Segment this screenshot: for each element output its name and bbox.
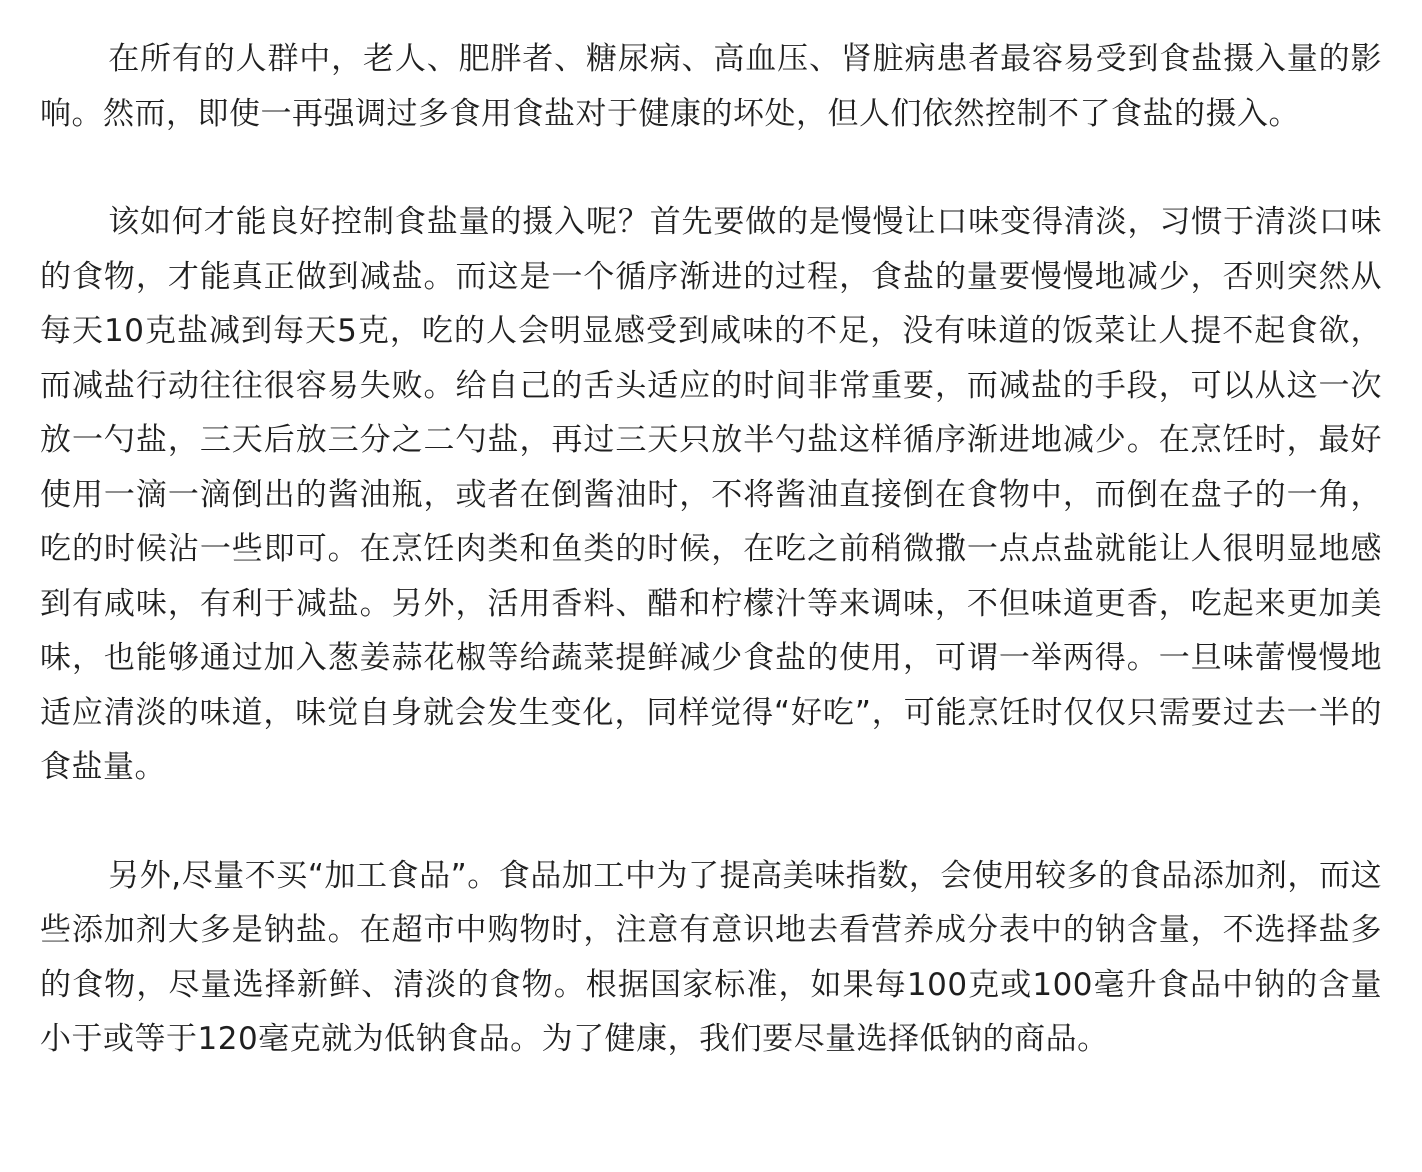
paragraph-reduce-salt-gradually: 该如何才能良好控制食盐量的摄入呢？首先要做的是慢慢让口味变得清淡，习惯于清淡口味的食物，才能真正做到减盐。而这是一个循序渐进的过程，食盐的量要慢慢地减少，否则突然从每天10克盐减到每天5克，吃的人会明显感受到咸味的不足，没有味道的饭菜让人提不起食欲，而减盐行动往往很容易失败。给自己的舌头适应的时间非常重要，而减盐的手段，可以从这一次放一勺盐，三天后放三分之二勺盐，再过三天只放半勺盐这样循序渐进地减少。在烹饪时，最好使用一滴一滴倒出的酱油瓶，或者在倒酱油时，不将酱油直接倒在食物中，而倒在盘子的一角，吃的时候沾一些即可。在烹饪肉类和鱼类的时候，在吃之前稍微撒一点点盐就能让人很明显地感到有咸味，有利于减盐。另外，活用香料、醋和柠檬汁等来调味，不但味道更香，吃起来更加美味，也能够通过加入葱姜蒜花椒等给蔬菜提鲜减少食盐的使用，可谓一举两得。一旦味蕾慢慢地适应清淡的味道，味觉自身就会发生变化，同样觉得“好吃”，可能烹饪时仅仅只需要过去一半的食盐量。 xyxy=(40,204,1382,785)
paragraph-avoid-processed-food: 另外,尽量不买“加工食品”。食品加工中为了提高美味指数，会使用较多的食品添加剂，而这些添加剂大多是钠盐。在超市中购物时，注意有意识地去看营养成分表中的钠含量，不选择盐多的食物，尽量选择新鲜、清淡的食物。根据国家标准，如果每100克或100毫升食品中钠的含量小于或等于120毫克就为低钠食品。为了健康，我们要尽量选择低钠的商品。 xyxy=(40,857,1382,1057)
article-body xyxy=(40,32,1382,1067)
paragraph-high-risk-groups: 在所有的人群中，老人、肥胖者、糖尿病、高血压、肾脏病患者最容易受到食盐摄入量的影响。然而，即使一再强调过多食用食盐对于健康的坏处，但人们依然控制不了食盐的摄入。 xyxy=(40,41,1382,132)
